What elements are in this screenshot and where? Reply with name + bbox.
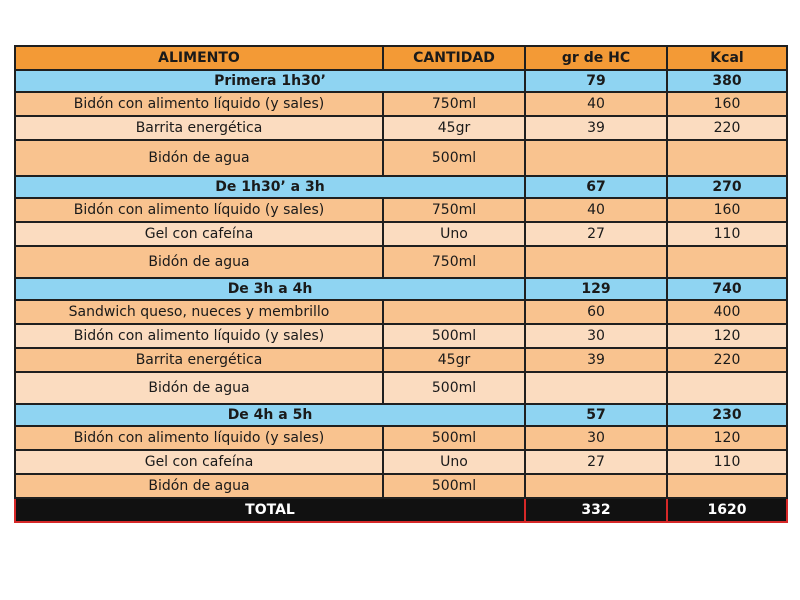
table-row: [15, 348, 787, 372]
header-cantidad: CANTIDAD: [383, 46, 525, 70]
total-kcal: 1620: [667, 498, 787, 522]
table-row: [15, 198, 787, 222]
header-hc: gr de HC: [525, 46, 667, 70]
section-title: De 3h a 4h: [15, 278, 525, 300]
section-hc: 79: [525, 70, 667, 92]
item-kcal: 160: [667, 92, 787, 116]
section-kcal: 380: [667, 70, 787, 92]
item-hc: 27: [525, 222, 667, 246]
item-hc: 30: [525, 324, 667, 348]
total-hc: 332: [525, 498, 667, 522]
item-hc: 27: [525, 450, 667, 474]
item-kcal: [667, 372, 787, 404]
item-qty: 750ml: [383, 246, 525, 278]
item-kcal: 110: [667, 222, 787, 246]
item-kcal: 220: [667, 348, 787, 372]
item-qty: 500ml: [383, 324, 525, 348]
item-name: Sandwich queso, nueces y membrillo: [15, 300, 383, 324]
item-hc: 39: [525, 116, 667, 140]
item-hc: 40: [525, 198, 667, 222]
header-alimento: ALIMENTO: [15, 46, 383, 70]
item-hc: [525, 246, 667, 278]
total-label: TOTAL: [15, 498, 525, 522]
item-qty: [383, 300, 525, 324]
item-qty: Uno: [383, 450, 525, 474]
item-name: Bidón de agua: [15, 474, 383, 498]
section-row: [15, 404, 787, 426]
item-name: Barrita energética: [15, 116, 383, 140]
table-row: [15, 450, 787, 474]
item-qty: 750ml: [383, 92, 525, 116]
section-kcal: 270: [667, 176, 787, 198]
total-row: [15, 498, 787, 522]
item-hc: [525, 474, 667, 498]
item-name: Bidón con alimento líquido (y sales): [15, 426, 383, 450]
item-qty: 500ml: [383, 372, 525, 404]
table-row: [15, 140, 787, 176]
table-row: [15, 246, 787, 278]
table-header-row: [15, 46, 787, 70]
table-row: [15, 474, 787, 498]
header-kcal: Kcal: [667, 46, 787, 70]
section-kcal: 740: [667, 278, 787, 300]
section-title: Primera 1h30’: [15, 70, 525, 92]
item-hc: 60: [525, 300, 667, 324]
item-kcal: 110: [667, 450, 787, 474]
section-row: [15, 70, 787, 92]
item-qty: 500ml: [383, 426, 525, 450]
table-row: [15, 324, 787, 348]
item-name: Bidón con alimento líquido (y sales): [15, 92, 383, 116]
table-row: [15, 92, 787, 116]
item-qty: 500ml: [383, 140, 525, 176]
item-name: Barrita energética: [15, 348, 383, 372]
section-kcal: 230: [667, 404, 787, 426]
item-kcal: [667, 246, 787, 278]
item-qty: Uno: [383, 222, 525, 246]
section-row: [15, 176, 787, 198]
item-name: Bidón con alimento líquido (y sales): [15, 198, 383, 222]
item-kcal: [667, 474, 787, 498]
item-qty: 500ml: [383, 474, 525, 498]
item-hc: 40: [525, 92, 667, 116]
table-row: [15, 116, 787, 140]
section-hc: 67: [525, 176, 667, 198]
item-name: Gel con cafeína: [15, 222, 383, 246]
item-kcal: 120: [667, 426, 787, 450]
nutrition-table: [14, 45, 788, 523]
item-name: Bidón de agua: [15, 372, 383, 404]
section-hc: 57: [525, 404, 667, 426]
item-name: Gel con cafeína: [15, 450, 383, 474]
item-name: Bidón de agua: [15, 140, 383, 176]
item-qty: 45gr: [383, 348, 525, 372]
item-kcal: 400: [667, 300, 787, 324]
item-hc: 30: [525, 426, 667, 450]
table-row: [15, 300, 787, 324]
section-title: De 1h30’ a 3h: [15, 176, 525, 198]
item-hc: [525, 140, 667, 176]
section-row: [15, 278, 787, 300]
item-qty: 45gr: [383, 116, 525, 140]
item-hc: 39: [525, 348, 667, 372]
table-row: [15, 222, 787, 246]
item-kcal: 160: [667, 198, 787, 222]
section-hc: 129: [525, 278, 667, 300]
item-hc: [525, 372, 667, 404]
section-title: De 4h a 5h: [15, 404, 525, 426]
table-row: [15, 426, 787, 450]
item-name: Bidón con alimento líquido (y sales): [15, 324, 383, 348]
item-kcal: 120: [667, 324, 787, 348]
item-kcal: 220: [667, 116, 787, 140]
item-qty: 750ml: [383, 198, 525, 222]
table-row: [15, 372, 787, 404]
item-name: Bidón de agua: [15, 246, 383, 278]
item-kcal: [667, 140, 787, 176]
